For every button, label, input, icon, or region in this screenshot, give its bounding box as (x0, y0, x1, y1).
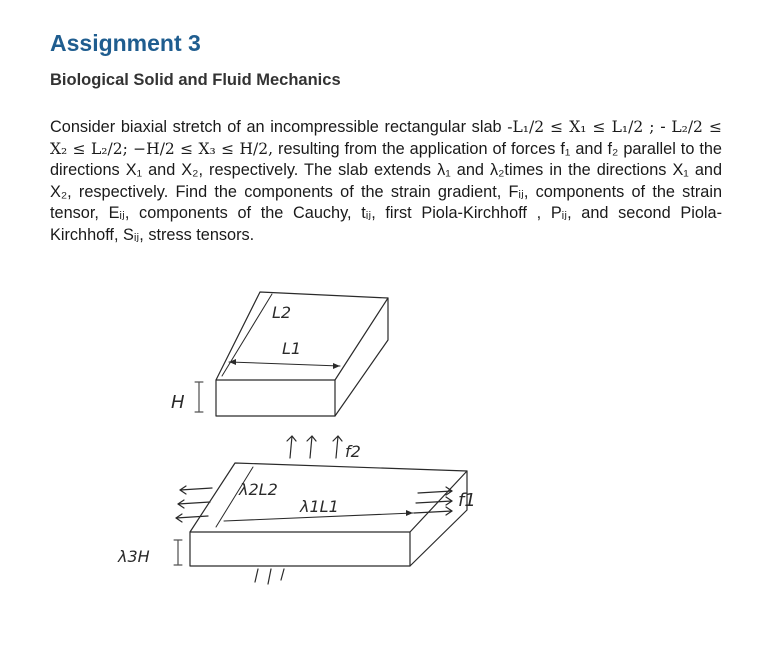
page-title: Assignment 3 (50, 30, 201, 56)
problem-text-1: Consider biaxial stretch of an incompressible rectangular slab (50, 118, 508, 136)
label-L1: L1 (282, 339, 302, 358)
label-lambda2L2: λ2L2 (239, 480, 278, 499)
f2-arrows (287, 436, 342, 458)
bounds-x1: -L₁/2 ≤ X₁ ≤ L₁/2 ; (507, 118, 655, 136)
problem-text-3: resulting from the application of forces f₁ and f₂ parallel to the directions X₁ and X₂, respectively. The slab extends λ₁ and λ₂times in the directions X₁ and X₂, respectively. Find the components of the strain gradient, Fᵢⱼ, components of the strain tensor, Eᵢⱼ, components of the Cauchy, tᵢⱼ, first Piola-Kirchhoff , Pᵢⱼ, and second Piola-Kirchhoff, Sᵢⱼ, stress tensors. (50, 139, 722, 244)
page-subtitle: Biological Solid and Fluid Mechanics (50, 71, 341, 89)
label-f2: f2 (345, 442, 361, 461)
bounds-x2-x3: L₂/2 ≤ X₂ ≤ L₂/2; −H/2 ≤ X₃ ≤ H/2, (50, 118, 722, 158)
label-H: H (171, 392, 185, 413)
down-arrows (255, 569, 284, 584)
label-lambda3H: λ3H (118, 547, 150, 566)
label-f1: f1 (458, 490, 476, 511)
left-arrows (176, 486, 212, 522)
problem-text-2: - (654, 118, 672, 136)
label-L2: L2 (272, 303, 292, 322)
label-lambda1L1: λ1L1 (300, 497, 339, 516)
f1-arrows (414, 487, 452, 515)
